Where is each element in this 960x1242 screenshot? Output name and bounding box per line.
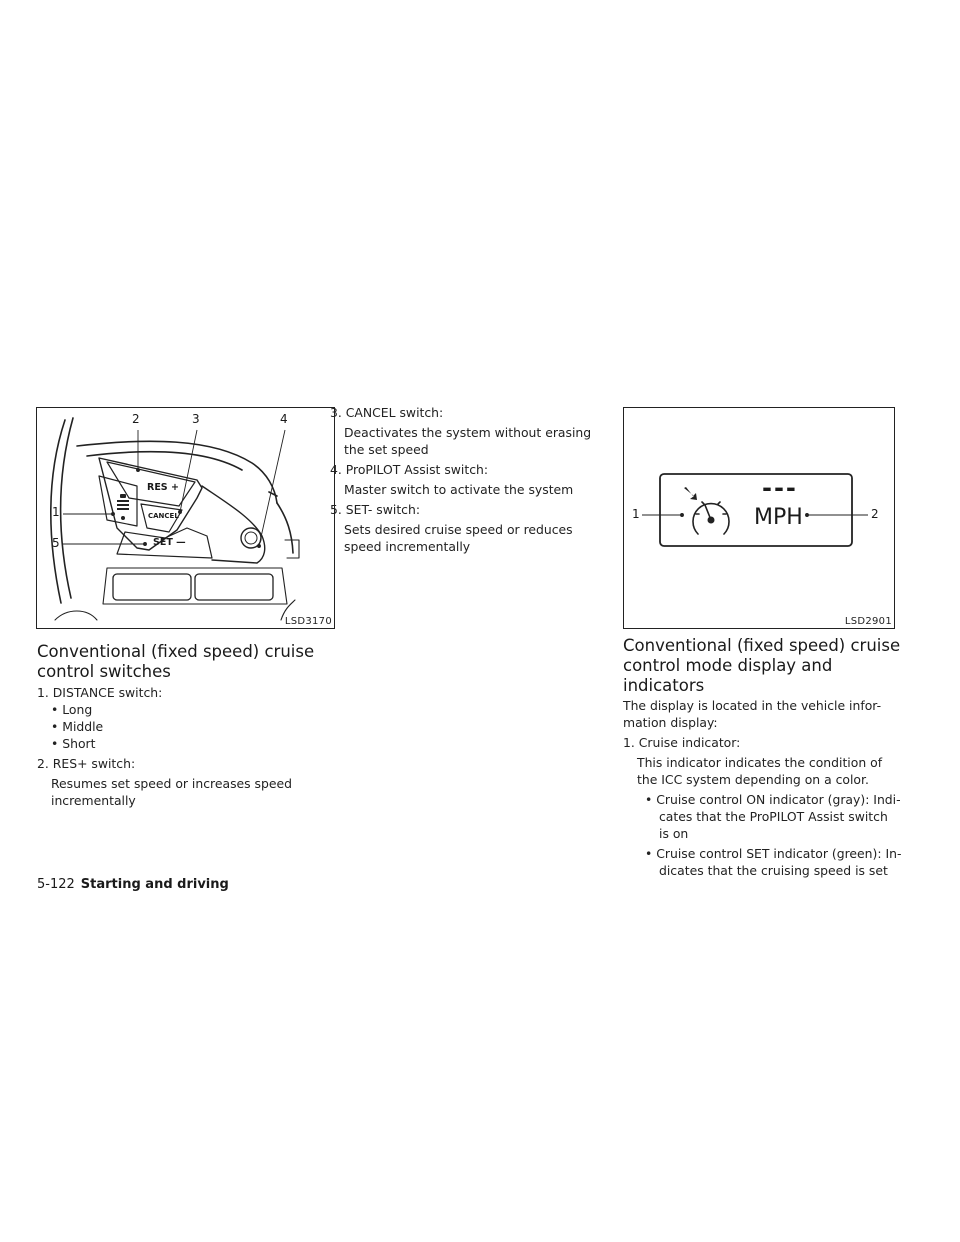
- steering-switch-illustration: [37, 408, 334, 628]
- item-propilot: 4. ProPILOT Assist switch:: [330, 462, 489, 477]
- bullet-on-1: • Cruise control ON indicator (gray): Indi-: [645, 792, 901, 807]
- item-distance: 1. DISTANCE switch:: [37, 685, 163, 700]
- section-title-switches: Conventional (fixed speed) cruise control switches: [37, 642, 315, 681]
- bullet-long: • Long: [51, 702, 93, 717]
- bullet-on-3: is on: [659, 826, 689, 841]
- callout-3: 3: [192, 412, 200, 426]
- intro-2: mation display:: [623, 715, 718, 730]
- indicator-desc-2: the ICC system depending on a color.: [637, 772, 869, 787]
- callout-2: 2: [871, 507, 879, 521]
- item-cancel-desc-2: the set speed: [344, 442, 429, 457]
- bullet-set-2: dicates that the cruising speed is set: [659, 863, 888, 878]
- item-res-desc-2: incrementally: [51, 793, 136, 808]
- bullet-middle: • Middle: [51, 719, 104, 734]
- switch-list-part1: [37, 684, 317, 809]
- callout-5: 5: [52, 536, 60, 550]
- switch-list-part2: [330, 404, 610, 555]
- callout-2: 2: [132, 412, 140, 426]
- figure-code: LSD3170: [284, 616, 332, 627]
- chapter-name: Starting and driving: [80, 877, 229, 892]
- callout-1: 1: [52, 505, 60, 519]
- figure-cruise-display: [623, 407, 895, 629]
- item-res: 2. RES+ switch:: [37, 756, 136, 771]
- figure-code: LSD2901: [844, 616, 892, 627]
- speed-dashes: ---: [762, 474, 798, 502]
- section-title-display: Conventional (fixed speed) cruise control mode display and indicators: [623, 636, 901, 695]
- item-cruise-indicator: 1. Cruise indicator:: [623, 735, 741, 750]
- display-text: [623, 697, 903, 879]
- page-footer: [37, 877, 229, 892]
- callout-4: 4: [280, 412, 288, 426]
- page-number: 5-122: [37, 877, 75, 892]
- figure-cruise-switches: [36, 407, 335, 629]
- speed-unit: MPH: [754, 505, 803, 530]
- indicator-desc-1: This indicator indicates the condition of: [637, 755, 883, 770]
- item-res-desc-1: Resumes set speed or increases speed: [51, 776, 292, 791]
- callout-1: 1: [632, 507, 640, 521]
- item-cancel-desc-1: Deactivates the system without erasing: [344, 425, 592, 440]
- item-cancel: 3. CANCEL switch:: [330, 405, 444, 420]
- bullet-short: • Short: [51, 736, 96, 751]
- res-label: RES +: [147, 482, 179, 493]
- item-propilot-desc: Master switch to activate the system: [344, 482, 574, 497]
- cancel-label: CANCEL: [148, 512, 179, 520]
- bullet-on-2: cates that the ProPILOT Assist switch: [659, 809, 888, 824]
- item-set-desc-1: Sets desired cruise speed or reduces: [344, 522, 573, 537]
- intro-1: The display is located in the vehicle infor-: [623, 698, 882, 713]
- item-set-desc-2: speed incrementally: [344, 539, 471, 554]
- item-set: 5. SET- switch:: [330, 502, 421, 517]
- bullet-set-1: • Cruise control SET indicator (green): In-: [645, 846, 902, 861]
- set-label: SET —: [153, 537, 186, 548]
